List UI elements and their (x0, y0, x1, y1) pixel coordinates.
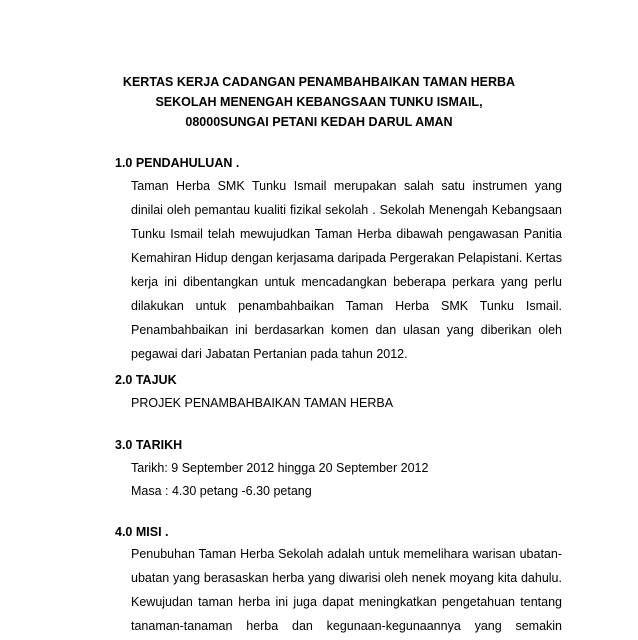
section-3-masa: Masa : 4.30 petang -6.30 petang (131, 484, 312, 498)
paragraph-line: Kemahiran Hidup dengan kerjasama daripada Pergerakan Pelapistani. Kertas (131, 251, 562, 265)
paragraph-line: dilakukan untuk penambahbaikan Taman Herba SMK Tunku Ismail. (131, 299, 562, 313)
document-title-line-2: SEKOLAH MENENGAH KEBANGSAAN TUNKU ISMAIL, (155, 95, 483, 109)
section-4-heading: 4.0 MISI . (115, 525, 169, 539)
paragraph-line: ubatan yang berasaskan herba yang diwarisi oleh nenek moyang kita dahulu. (131, 571, 562, 585)
document-title-line-3: 08000SUNGAI PETANI KEDAH DARUL AMAN (185, 115, 453, 129)
paragraph-line: Kewujudan taman herba ini juga dapat meningkatkan pengetahuan tentang (131, 595, 562, 609)
document-title-line-1: KERTAS KERJA CADANGAN PENAMBAHBAIKAN TAMAN HERBA (122, 75, 516, 89)
section-2-heading: 2.0 TAJUK (115, 373, 177, 387)
paragraph-line: Tunku Ismail telah mewujudkan Taman Herba dibawah pengawasan Panitia (131, 227, 562, 241)
paragraph-line: pegawai dari Jabatan Pertanian pada tahun 2012. (131, 347, 408, 361)
paragraph-line: Penambahbaikan ini berdasarkan komen dan ulasan yang diberikan oleh (131, 323, 562, 337)
section-1-heading: 1.0 PENDAHULUAN . (115, 156, 240, 170)
section-2-text: PROJEK PENAMBAHBAIKAN TAMAN HERBA (131, 396, 394, 410)
paragraph-line: Taman Herba SMK Tunku Ismail merupakan salah satu instrumen yang (131, 179, 562, 193)
paragraph-line: tanaman-tanaman herba dan kegunaan-kegunaannya yang semakin (131, 619, 562, 633)
section-4-paragraph (131, 544, 562, 640)
paragraph-line: Penubuhan Taman Herba Sekolah adalah untuk memelihara warisan ubatan- (131, 547, 562, 561)
section-3-tarikh: Tarikh: 9 September 2012 hingga 20 September 2012 (131, 461, 429, 475)
section-1-paragraph (131, 176, 562, 368)
paragraph-line: kerja ini dibentangkan untuk mencadangkan beberapa perkara yang perlu (131, 275, 562, 289)
paragraph-line: dinilai oleh pemantau kualiti fizikal sekolah . Sekolah Menengah Kebangsaan (131, 203, 562, 217)
section-3-heading: 3.0 TARIKH (115, 438, 183, 452)
